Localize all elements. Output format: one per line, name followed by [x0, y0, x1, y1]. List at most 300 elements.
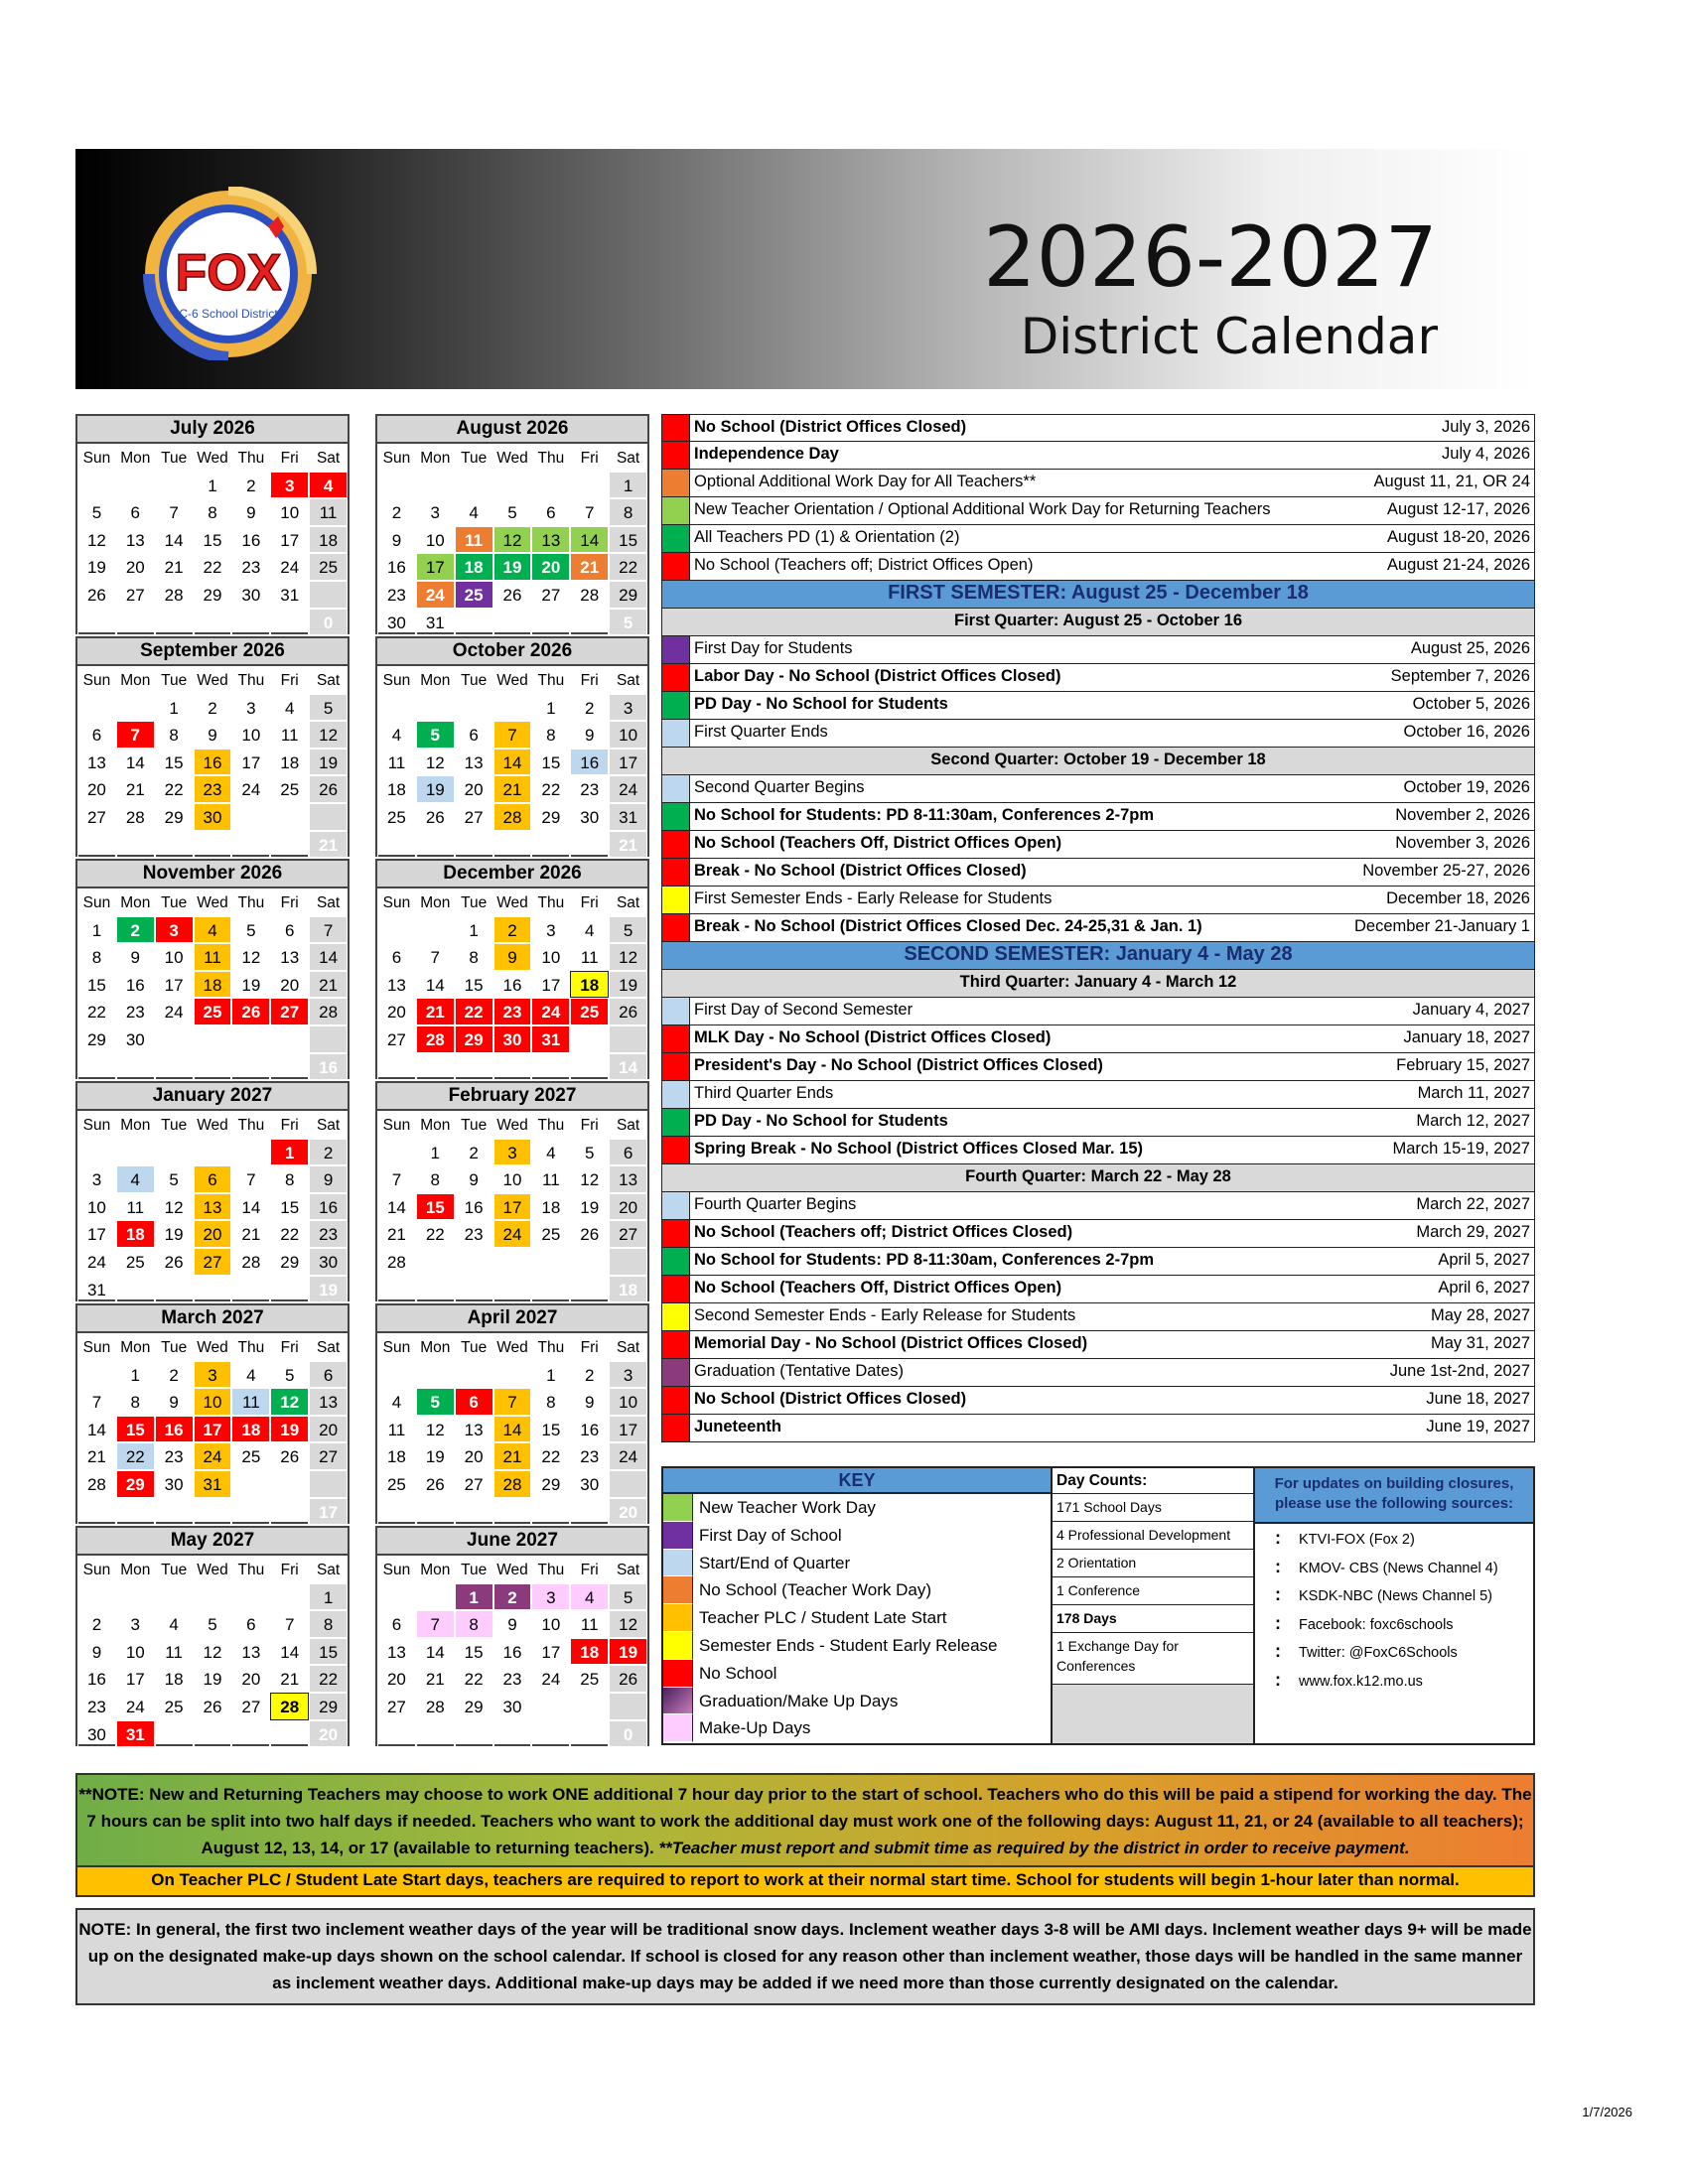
event-description: PD Day - No School for Students: [694, 695, 948, 713]
empty-cell: [270, 1025, 309, 1053]
calendar-day: 14: [493, 749, 532, 776]
empty-cell: [116, 694, 155, 722]
empty-cell: [570, 472, 609, 499]
source-label: KSDK-NBC (News Channel 5): [1299, 1588, 1493, 1604]
calendar-day: 24: [609, 1442, 647, 1470]
event-date: March 29, 2027: [1416, 1223, 1530, 1241]
calendar-day: 4: [231, 1361, 270, 1389]
calendar-day: 23: [309, 1220, 348, 1248]
month-september-2026: [75, 636, 350, 857]
calendar-day: 9: [155, 1388, 194, 1416]
calendar-day: 24: [531, 998, 570, 1025]
calendar-day: 10: [194, 1388, 232, 1416]
weekday-header: Tue: [455, 444, 493, 472]
event-color-swatch: [662, 1053, 690, 1080]
event-description: Third Quarter Ends: [694, 1084, 834, 1102]
empty-cell: [77, 1361, 116, 1389]
empty-cell: [455, 1276, 493, 1303]
event-date: July 4, 2026: [1442, 445, 1530, 463]
calendar-day: 3: [231, 694, 270, 722]
calendar-day: 25: [116, 1248, 155, 1276]
calendar-day: 16: [570, 1416, 609, 1443]
empty-cell: [77, 1053, 116, 1081]
calendar-day: 20: [455, 775, 493, 803]
event-color-swatch: [662, 1248, 690, 1275]
district-logo: [119, 187, 346, 360]
event-description: Labor Day - No School (District Offices Closed): [694, 667, 1061, 685]
calendar-day: 20: [377, 998, 416, 1025]
event-date: December 18, 2026: [1386, 889, 1530, 907]
calendar-day: 15: [609, 526, 647, 554]
calendar-day: 1: [531, 1361, 570, 1389]
calendar-day: 21: [155, 553, 194, 581]
empty-cell: [309, 1025, 348, 1053]
weekday-header: Fri: [570, 888, 609, 916]
calendar-day: 7: [270, 1610, 309, 1638]
calendar-day: 1: [455, 916, 493, 944]
weekday-header: Sun: [377, 1333, 416, 1361]
calendar-day: 30: [194, 803, 232, 831]
weekday-header: Wed: [194, 1333, 232, 1361]
calendar-day: 13: [270, 943, 309, 971]
calendar-day: 14: [570, 526, 609, 554]
empty-cell: [377, 1139, 416, 1166]
key-item: [663, 1688, 1051, 1715]
calendar-day: 27: [377, 1693, 416, 1720]
weekday-header: Sun: [77, 888, 116, 916]
calendar-day: 24: [194, 1442, 232, 1470]
empty-cell: [77, 1583, 116, 1611]
event-date: August 21-24, 2026: [1386, 556, 1530, 574]
calendar-day: 28: [377, 1248, 416, 1276]
calendar-day: 21: [231, 1220, 270, 1248]
calendar-day: 7: [231, 1165, 270, 1193]
calendar-day: 5: [270, 1361, 309, 1389]
event-description: No School (Teachers Off, District Offices Open): [694, 1279, 1062, 1297]
source-item: [1255, 1666, 1533, 1695]
event-description: Optional Additional Work Day for All Teachers**: [694, 473, 1037, 490]
calendar-day: 23: [493, 998, 532, 1025]
calendar-day: 3: [116, 1610, 155, 1638]
empty-cell: [493, 1498, 532, 1526]
empty-cell: [416, 831, 455, 859]
calendar-day: 30: [493, 1693, 532, 1720]
calendar-day: 21: [309, 971, 348, 999]
calendar-day: 5: [155, 1165, 194, 1193]
event-description: PD Day - No School for Students: [694, 1112, 948, 1130]
semester-header: SECOND SEMESTER: January 4 - May 28: [661, 942, 1535, 970]
event-date: January 18, 2027: [1403, 1028, 1530, 1046]
calendar-day: 12: [309, 721, 348, 749]
empty-cell: [455, 694, 493, 722]
calendar-day: 27: [77, 803, 116, 831]
empty-cell: [194, 1276, 232, 1303]
event-row: [661, 1303, 1535, 1331]
empty-cell: [155, 1276, 194, 1303]
calendar-day: 12: [416, 1416, 455, 1443]
calendar-day: 11: [116, 1193, 155, 1221]
event-row: [661, 1109, 1535, 1137]
month-title: August 2026: [377, 416, 647, 444]
day-count-item: 4 Professional Development: [1053, 1522, 1253, 1550]
calendar-day: 24: [531, 1665, 570, 1693]
empty-cell: [416, 916, 455, 944]
calendar-day: 17: [270, 526, 309, 554]
weekday-header: Sat: [309, 1556, 348, 1583]
calendar-day: 18: [270, 749, 309, 776]
calendar-day: 28: [116, 803, 155, 831]
calendar-day: 8: [455, 1610, 493, 1638]
calendar-day: 18: [309, 526, 348, 554]
weekday-header: Wed: [194, 888, 232, 916]
empty-cell: [493, 1361, 532, 1389]
event-date: July 3, 2026: [1442, 418, 1530, 436]
empty-cell: [77, 694, 116, 722]
month-title: November 2026: [77, 861, 348, 888]
weekday-header: Sat: [609, 444, 647, 472]
source-item: [1255, 1637, 1533, 1666]
weekday-header: Tue: [155, 444, 194, 472]
key-item: [663, 1494, 1051, 1522]
calendar-day: 4: [377, 721, 416, 749]
key-label: Semester Ends - Student Early Release: [699, 1635, 998, 1655]
calendar-day: 3: [416, 498, 455, 526]
calendar-day: 13: [377, 971, 416, 999]
event-description: Juneteenth: [694, 1418, 782, 1435]
calendar-day: 4: [377, 1388, 416, 1416]
calendar-day: 23: [194, 775, 232, 803]
empty-cell: [116, 831, 155, 859]
calendar-day: 31: [116, 1720, 155, 1748]
calendar-day: 7: [309, 916, 348, 944]
event-description: Second Semester Ends - Early Release for Students: [694, 1306, 1076, 1324]
event-row: [661, 1359, 1535, 1387]
calendar-day: 30: [377, 609, 416, 636]
month-july-2026: [75, 414, 350, 634]
calendar-day: 22: [270, 1220, 309, 1248]
calendar-day: 27: [194, 1248, 232, 1276]
event-date: June 1st-2nd, 2027: [1389, 1362, 1530, 1380]
empty-cell: [570, 1498, 609, 1526]
calendar-day: 3: [270, 472, 309, 499]
calendar-day: 4: [531, 1139, 570, 1166]
calendar-day: 25: [194, 998, 232, 1025]
weekday-header: Thu: [231, 1556, 270, 1583]
calendar-day: 21: [377, 1220, 416, 1248]
calendar-day: 24: [231, 775, 270, 803]
month-day-count: 14: [609, 1053, 647, 1081]
event-description: First Day for Students: [694, 639, 853, 657]
event-color-swatch: [662, 1081, 690, 1108]
calendar-subtitle: District Calendar: [1020, 308, 1438, 365]
weekday-header: Sat: [309, 666, 348, 694]
source-label: Facebook: foxc6schools: [1299, 1616, 1454, 1633]
event-date: November 3, 2026: [1395, 834, 1530, 852]
calendar-day: 24: [270, 553, 309, 581]
calendar-day: 3: [77, 1165, 116, 1193]
calendar-day: 8: [77, 943, 116, 971]
calendar-day: 5: [416, 1388, 455, 1416]
event-color-swatch: [662, 720, 690, 747]
calendar-day: 13: [116, 526, 155, 554]
event-list: [661, 414, 1535, 1442]
calendar-day: 22: [77, 998, 116, 1025]
empty-cell: [416, 472, 455, 499]
event-date: April 5, 2027: [1438, 1251, 1530, 1269]
weekday-header: Sun: [377, 444, 416, 472]
empty-cell: [155, 609, 194, 636]
month-title: September 2026: [77, 638, 348, 666]
calendar-day: 30: [77, 1720, 116, 1748]
calendar-day: 27: [455, 803, 493, 831]
calendar-day: 19: [570, 1193, 609, 1221]
calendar-day: 11: [455, 526, 493, 554]
weekday-header: Wed: [493, 1556, 532, 1583]
month-june-2027: [375, 1526, 649, 1746]
calendar-day: 21: [416, 1665, 455, 1693]
calendar-day: 8: [155, 721, 194, 749]
calendar-day: 26: [609, 1665, 647, 1693]
calendar-day: 28: [416, 1025, 455, 1053]
calendar-day: 12: [77, 526, 116, 554]
empty-cell: [531, 1693, 570, 1720]
weekday-header: Fri: [570, 666, 609, 694]
calendar-day: 18: [377, 775, 416, 803]
calendar-day: 28: [270, 1693, 309, 1720]
calendar-day: 28: [493, 1470, 532, 1498]
key-item: [663, 1522, 1051, 1550]
calendar-day: 20: [377, 1665, 416, 1693]
empty-cell: [270, 1720, 309, 1748]
event-row: [661, 998, 1535, 1025]
calendar-day: 23: [155, 1442, 194, 1470]
source-item: [1255, 1524, 1533, 1553]
calendar-day: 11: [231, 1388, 270, 1416]
event-description: Independence Day: [694, 445, 839, 463]
weekday-header: Sun: [377, 1556, 416, 1583]
calendar-day: 18: [116, 1220, 155, 1248]
empty-cell: [416, 1720, 455, 1748]
calendar-day: 24: [155, 998, 194, 1025]
event-color-swatch: [662, 442, 690, 469]
calendar-day: 27: [531, 581, 570, 609]
calendar-day: 29: [531, 1470, 570, 1498]
calendar-day: 15: [309, 1638, 348, 1666]
calendar-day: 14: [377, 1193, 416, 1221]
calendar-day: 1: [116, 1361, 155, 1389]
empty-cell: [155, 1053, 194, 1081]
event-row: [661, 1248, 1535, 1276]
weekday-header: Thu: [531, 1333, 570, 1361]
calendar-day: 6: [309, 1361, 348, 1389]
day-counts-title: Day Counts:: [1053, 1468, 1253, 1494]
event-date: August 25, 2026: [1410, 639, 1530, 657]
event-date: November 2, 2026: [1395, 806, 1530, 824]
key-color-swatch: [663, 1632, 693, 1660]
empty-cell: [609, 1025, 647, 1053]
calendar-day: 11: [309, 498, 348, 526]
calendar-day: 7: [416, 1610, 455, 1638]
empty-cell: [416, 1248, 455, 1276]
weekday-header: Wed: [194, 666, 232, 694]
calendar-day: 16: [231, 526, 270, 554]
calendar-day: 21: [416, 998, 455, 1025]
event-row: [661, 553, 1535, 581]
event-row: [661, 914, 1535, 942]
event-date: April 6, 2027: [1438, 1279, 1530, 1297]
key-column: [663, 1468, 1053, 1743]
calendar-day: 25: [570, 1665, 609, 1693]
calendar-day: 20: [116, 553, 155, 581]
calendar-day: 5: [609, 1583, 647, 1611]
empty-cell: [116, 1498, 155, 1526]
event-date: October 16, 2026: [1403, 723, 1530, 741]
event-description: No School (District Offices Closed): [694, 418, 967, 436]
month-title: April 2027: [377, 1305, 647, 1333]
weekday-header: Fri: [270, 1556, 309, 1583]
empty-cell: [194, 1498, 232, 1526]
calendar-day: 9: [77, 1638, 116, 1666]
calendar-day: 28: [570, 581, 609, 609]
calendar-day: 19: [155, 1220, 194, 1248]
calendar-day: 29: [609, 581, 647, 609]
event-color-swatch: [662, 1192, 690, 1219]
event-color-swatch: [662, 859, 690, 886]
calendar-day: 15: [194, 526, 232, 554]
weekday-header: Sat: [309, 1333, 348, 1361]
source-item: [1255, 1609, 1533, 1638]
calendar-day: 28: [493, 803, 532, 831]
calendar-day: 22: [155, 775, 194, 803]
empty-cell: [455, 1053, 493, 1081]
calendar-day: 9: [194, 721, 232, 749]
empty-cell: [570, 831, 609, 859]
key-label: Graduation/Make Up Days: [699, 1691, 899, 1710]
calendar-day: 30: [309, 1248, 348, 1276]
month-day-count: 5: [609, 609, 647, 636]
calendar-day: 13: [455, 749, 493, 776]
calendar-day: 6: [455, 721, 493, 749]
source-label: KTVI-FOX (Fox 2): [1299, 1532, 1415, 1548]
event-row: [661, 470, 1535, 497]
calendar-day: 2: [493, 916, 532, 944]
calendar-day: 22: [455, 1665, 493, 1693]
calendar-day: 2: [309, 1139, 348, 1166]
calendar-day: 12: [570, 1165, 609, 1193]
calendar-day: 21: [77, 1442, 116, 1470]
weekday-header: Sun: [77, 444, 116, 472]
weekday-header: Thu: [531, 444, 570, 472]
event-description: President's Day - No School (District Offices Closed): [694, 1056, 1103, 1074]
day-count-exchange: 1 Exchange Day for Conferences: [1053, 1633, 1253, 1685]
calendar-day: 26: [416, 803, 455, 831]
weekday-header: Sun: [377, 666, 416, 694]
calendar-day: 16: [77, 1665, 116, 1693]
empty-cell: [231, 1053, 270, 1081]
empty-cell: [116, 1139, 155, 1166]
calendar-day: 11: [531, 1165, 570, 1193]
empty-cell: [270, 1498, 309, 1526]
weekday-header: Sat: [309, 444, 348, 472]
empty-cell: [493, 1248, 532, 1276]
event-row: [661, 1276, 1535, 1303]
calendar-day: 11: [377, 1416, 416, 1443]
event-row: [661, 831, 1535, 859]
weekday-header: Wed: [493, 1111, 532, 1139]
weekday-header: Tue: [155, 1556, 194, 1583]
empty-cell: [609, 1470, 647, 1498]
calendar-day: 14: [493, 1416, 532, 1443]
calendar-day: 5: [231, 916, 270, 944]
weekday-header: Mon: [116, 666, 155, 694]
calendar-day: 13: [455, 1416, 493, 1443]
key-color-swatch: [663, 1576, 693, 1604]
calendar-day: 12: [270, 1388, 309, 1416]
empty-cell: [377, 916, 416, 944]
weekday-header: Thu: [231, 666, 270, 694]
empty-cell: [377, 1276, 416, 1303]
event-description: No School (District Offices Closed): [694, 1390, 967, 1408]
key-item: [663, 1632, 1051, 1660]
month-day-count: 19: [309, 1276, 348, 1303]
calendar-day: 9: [377, 526, 416, 554]
event-color-swatch: [662, 1303, 690, 1330]
key-color-swatch: [663, 1714, 693, 1742]
weekday-header: Fri: [270, 666, 309, 694]
calendar-year: 2026-2027: [983, 208, 1438, 306]
calendar-day: 10: [609, 1388, 647, 1416]
empty-cell: [377, 472, 416, 499]
empty-cell: [231, 609, 270, 636]
calendar-day: 14: [231, 1193, 270, 1221]
calendar-day: 5: [77, 498, 116, 526]
event-description: Spring Break - No School (District Offices Closed Mar. 15): [694, 1140, 1144, 1158]
event-row: [661, 1387, 1535, 1415]
calendar-day: 18: [377, 1442, 416, 1470]
calendar-day: 6: [609, 1139, 647, 1166]
header-banner: [75, 149, 1535, 389]
calendar-day: 22: [531, 775, 570, 803]
calendar-day: 25: [377, 1470, 416, 1498]
calendar-day: 26: [493, 581, 532, 609]
empty-cell: [116, 1276, 155, 1303]
calendar-day: 16: [155, 1416, 194, 1443]
empty-cell: [377, 694, 416, 722]
calendar-day: 10: [609, 721, 647, 749]
calendar-day: 2: [116, 916, 155, 944]
calendar-day: 7: [416, 943, 455, 971]
calendar-day: 22: [416, 1220, 455, 1248]
event-color-swatch: [662, 803, 690, 830]
event-row: [661, 775, 1535, 803]
calendar-day: 1: [309, 1583, 348, 1611]
calendar-day: 8: [609, 498, 647, 526]
calendar-day: 8: [455, 943, 493, 971]
weekday-header: Mon: [416, 1556, 455, 1583]
empty-cell: [116, 1583, 155, 1611]
calendar-day: 27: [609, 1220, 647, 1248]
weekday-header: Thu: [531, 1556, 570, 1583]
calendar-day: 20: [77, 775, 116, 803]
calendar-day: 25: [570, 998, 609, 1025]
calendar-day: 5: [309, 694, 348, 722]
weekday-header: Mon: [116, 1333, 155, 1361]
event-description: First Semester Ends - Early Release for Students: [694, 889, 1053, 907]
calendar-day: 13: [77, 749, 116, 776]
calendar-day: 29: [270, 1248, 309, 1276]
event-color-swatch: [662, 914, 690, 941]
calendar-day: 29: [77, 1025, 116, 1053]
